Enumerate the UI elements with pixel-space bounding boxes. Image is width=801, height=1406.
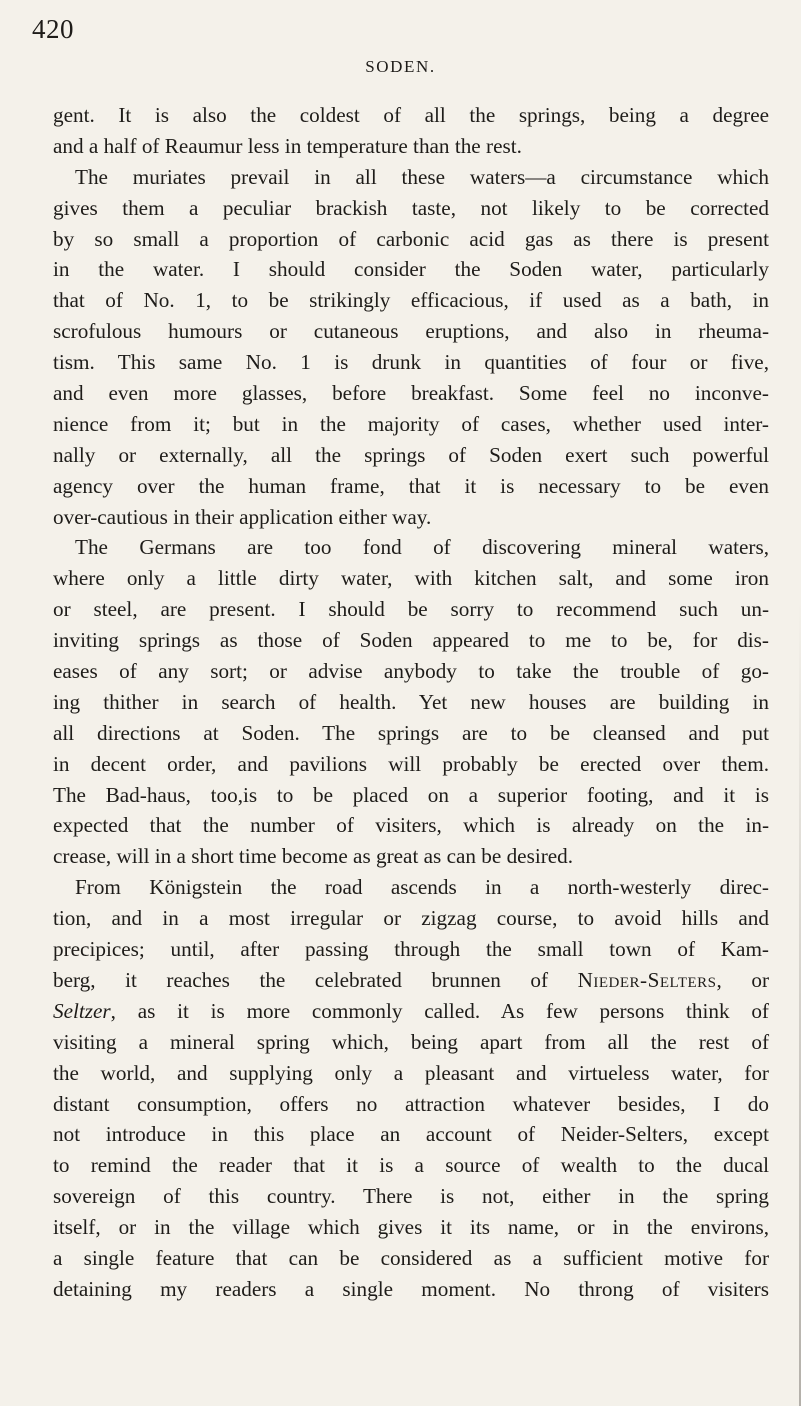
text-line: The Germans are too fond of discovering mineral waters, [75,535,769,560]
italic-term: Seltzer [53,998,111,1023]
text-line [53,996,769,1027]
text-line: expected that the number of visiters, which is already on the in- [53,813,769,838]
text-line: tism. This same No. 1 is drunk in quantities of four or five, [53,350,769,375]
text-line: to remind the reader that it is a source of wealth to the ducal [53,1153,769,1178]
text-line: The Bad-haus, too,is to be placed on a superior footing, and it is [53,782,769,807]
text-line: From Königstein the road ascends in a north-westerly direc- [75,875,769,900]
text-line: eases of any sort; or advise anybody to take the trouble of go- [53,659,769,684]
text-line: gent. It is also the coldest of all the springs, being a degree [53,103,769,127]
text-segment: berg, it reaches the celebrated brunnen of [53,967,578,992]
text-line: all directions at Soden. The springs are to be cleansed and put [53,720,769,745]
text-line: precipices; until, after passing through the small town of Kam- [53,937,769,962]
page-number: 420 [32,14,74,44]
text-line: over-cautious in their application either way. [53,504,432,529]
text-line: nience from it; but in the majority of cases, whether used inter- [53,411,769,436]
text-line: inviting springs as those of Soden appeared to me to be, for dis- [53,628,769,653]
text-line: tion, and in a most irregular or zigzag course, to avoid hills and [53,906,769,931]
text-line [53,965,769,996]
text-line: nally or externally, all the springs of Soden exert such powerful [53,442,769,467]
text-line: in the water. I should consider the Soden water, particularly [53,257,769,282]
body-text [53,100,769,1305]
text-line: ing thither in search of health. Yet new houses are building in [53,689,769,714]
text-line: where only a little dirty water, with kitchen salt, and some iron [53,566,769,591]
text-line: gives them a peculiar brackish taste, not likely to be corrected [53,195,769,220]
text-line: and a half of Reaumur less in temperature than the rest. [53,133,522,158]
text-line: itself, or in the village which gives it its name, or in the environs, [53,1215,769,1240]
text-line: in decent order, and pavilions will probably be erected over them. [53,751,769,776]
text-line: by so small a proportion of carbonic acid gas as there is present [53,226,769,251]
text-segment: , as it is more commonly called. As few persons think of [110,998,769,1023]
text-line: scrofulous humours or cutaneous eruptions, and also in rheuma- [53,319,769,344]
text-line: not introduce in this place an account of Neider-Selters, except [53,1122,769,1147]
text-line: crease, will in a short time become as great as can be desired. [53,844,574,869]
text-line: The muriates prevail in all these waters—a circumstance which [75,164,769,189]
text-line: sovereign of this country. There is not, either in the spring [53,1184,769,1209]
text-line: a single feature that can be considered as a sufficient motive for [53,1245,769,1270]
text-line: or steel, are present. I should be sorry to recommend such un- [53,597,769,622]
text-line: agency over the human frame, that it is necessary to be even [53,473,769,498]
text-line: visiting a mineral spring which, being apart from all the rest of [53,1029,769,1054]
text-segment: , or [716,967,769,992]
text-line: detaining my readers a single moment. No throng of visiters [53,1276,769,1301]
running-head: SODEN. [365,57,436,76]
small-caps-term: Nieder-Selters [577,967,717,992]
text-line: that of No. 1, to be strikingly efficacious, if used as a bath, in [53,288,769,313]
text-line: the world, and supplying only a pleasant and virtueless water, for [53,1060,769,1085]
text-line: distant consumption, offers no attraction whatever besides, I do [53,1091,769,1116]
text-line: and even more glasses, before breakfast. Some feel no inconve- [53,381,769,406]
